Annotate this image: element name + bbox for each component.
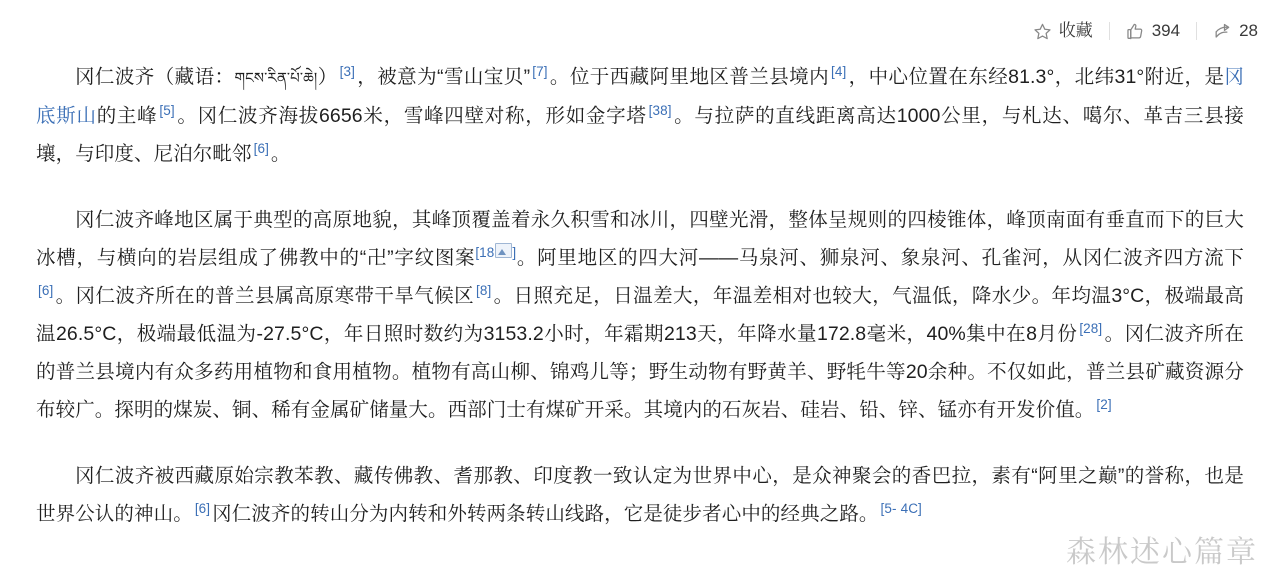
reference-marker[interactable]: 4C] [900, 500, 922, 516]
tibetan-text: གངས་རིན་པོ་ཆེ། [234, 69, 318, 87]
text-segment: 。与拉萨的直线距离高达1000公里，与札达、噶尔、革吉三县接壤，与印度、尼泊尔毗邻 [36, 105, 1244, 165]
text-segment: 。冈仁波齐所在的普兰县属高原寒带干旱气候区 [55, 285, 475, 307]
text-segment: 冈仁波齐被西藏原始宗教苯教、藏传佛教、耆那教、印度教一致认定为世界中心，是众神聚会的香巴拉，素有“阿里之巅”的誉称，也是世界公认的神山。 [36, 465, 1244, 525]
article-action-bar [0, 0, 1280, 62]
text-segment: 。阿里地区的四大河——马泉河、狮泉河、象泉河、孔雀河，从冈仁波齐四方流下 [516, 247, 1244, 269]
text-segment: 。位于西藏阿里地区普兰县境内 [549, 66, 830, 88]
share-icon [1213, 22, 1232, 41]
reference-marker[interactable]: [5- [880, 500, 897, 516]
reference-marker[interactable]: [28] [1079, 320, 1103, 336]
reference-image-icon[interactable] [495, 243, 512, 258]
reference-marker[interactable]: [4] [831, 63, 847, 79]
reference-marker[interactable]: [38] [648, 102, 672, 118]
favorite-button[interactable] [1017, 18, 1109, 44]
reference-marker[interactable]: [6] [38, 282, 54, 298]
thumbs-up-icon [1126, 22, 1145, 41]
text-segment: 。日照充足，日温差大，年温差相对也较大，气温低，降水少。年均温3°C，极端最高温26.5°C，极端最低温为-27.5°C，年日照时数约为3153.2小时，年霜期213天，年降水量172.8毫米，40%集中在8月份 [36, 285, 1244, 345]
inline-link-gangdise[interactable]: 冈底斯山 [36, 66, 1244, 127]
reference-marker[interactable]: [3] [339, 63, 355, 79]
reference-marker[interactable]: [5] [159, 102, 175, 118]
star-icon [1033, 22, 1052, 41]
text-segment: 。冈仁波齐所在的普兰县境内有众多药用植物和食用植物。植物有高山柳、锦鸡儿等；野生动物有野黄羊、野牦牛等20余种。不仅如此，普兰县矿藏资源分布较广。探明的煤炭、铜、稀有金属矿储量大。西部门士有煤矿开采。其境内的石灰岩、硅岩、铅、锌、锰亦有开发价值。 [36, 323, 1244, 421]
text-segment: 冈仁波齐峰地区属于典型的高原地貌，其峰顶覆盖着永久积雪和冰川，四壁光滑，整体呈规则的四棱锥体，峰顶南面有垂直而下的巨大冰槽，与横向的岩层组成了佛教中的“卍”字纹图案 [36, 209, 1244, 269]
paragraph-3 [36, 457, 1244, 533]
reference-marker-with-image[interactable] [475, 245, 516, 260]
favorite-label: 收藏 [1058, 21, 1093, 40]
like-count: 394 [1151, 21, 1181, 40]
text-segment: ） [317, 66, 338, 88]
paragraph-2 [36, 201, 1244, 429]
text-segment: ，被意为“雪山宝贝” [356, 66, 531, 88]
share-count: 28 [1239, 21, 1258, 40]
text-segment: ，中心位置在东经81.3°，北纬31°附近，是 [848, 66, 1225, 88]
reference-marker[interactable]: [6] [194, 500, 211, 516]
text-segment: 的主峰 [96, 105, 158, 127]
share-button[interactable] [1197, 18, 1274, 44]
like-button[interactable] [1110, 18, 1196, 44]
text-segment: 冈仁波齐（藏语： [75, 66, 235, 88]
reference-bracket-close: ] [512, 244, 517, 260]
text-segment: 。 [270, 143, 291, 165]
reference-marker[interactable]: [6] [253, 140, 269, 156]
watermark: 森林述心篇章 [1066, 536, 1258, 569]
reference-marker[interactable]: [7] [532, 63, 548, 79]
article-body [0, 58, 1280, 533]
reference-marker[interactable]: [2] [1096, 396, 1112, 412]
text-segment: 冈仁波齐的转山分为内转和外转两条转山线路，它是徒步者心中的经典之路。 [212, 503, 879, 525]
reference-number: [18 [475, 244, 495, 260]
reference-marker[interactable]: [8] [476, 282, 492, 298]
text-segment: 。冈仁波齐海拔6656米，雪峰四壁对称，形如金字塔 [176, 105, 647, 127]
paragraph-1 [36, 58, 1244, 173]
